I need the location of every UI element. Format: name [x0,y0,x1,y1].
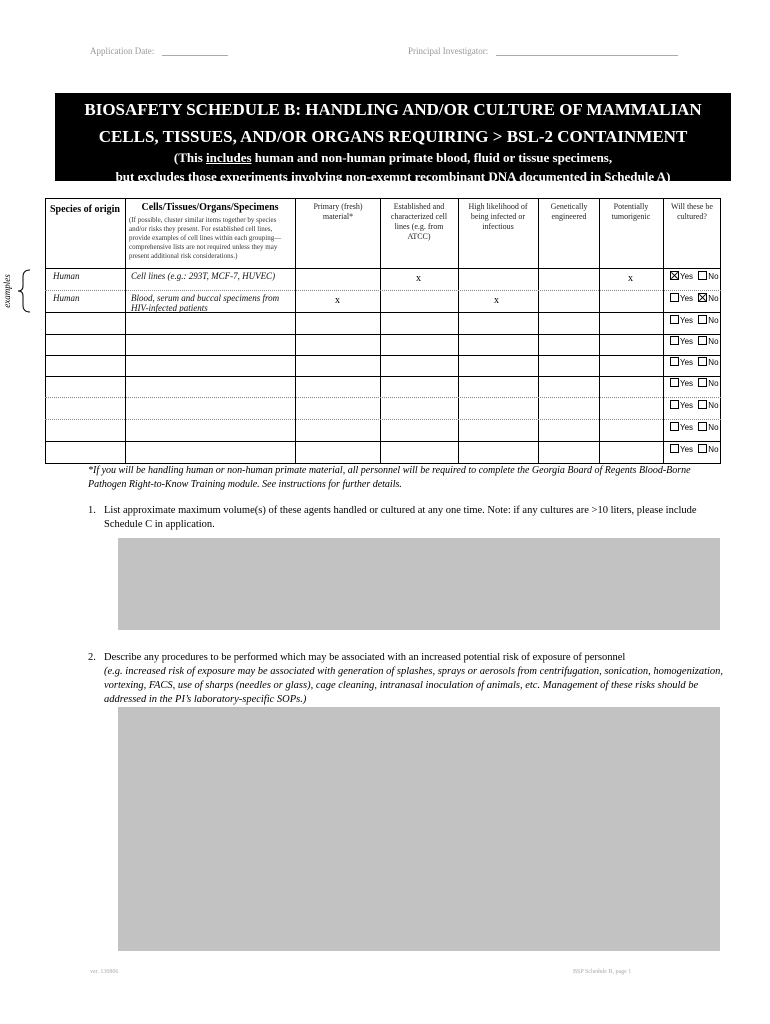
application-date-line [90,46,228,56]
row1-cells: Cell lines (e.g.: 293T, MCF-7, HUVEC) [131,271,276,281]
title-line-2: CELLS, TISSUES, AND/OR ORGANS REQUIRING > BSL-2 CONTAINMENT [98,127,688,146]
footer-page: BSP Schedule B, page 1 [573,969,632,975]
header-cells-note: (If possible, cluster similar items together by species and/or risks they present. For established cell lines, provide examples of cell lines within each grouping—comprehensive lists are not required unless they may present additional risk considerations.) [129,216,282,260]
application-date-label: Application Date: [90,46,155,56]
row4-no-checkbox[interactable] [698,336,707,345]
personnel-training-note: *If you will be handling human or non-human primate material, all personnel will be required to complete the Georgia Board of Regents Blood-Borne Pathogen Right-to-Know Training module. See instructions for further details. [88,465,691,490]
row2-infected-mark: x [494,295,499,306]
question-2-text: Describe any procedures to be performed which may be associated with an increased potential risk of exposure of personnel [104,652,626,663]
specimen-table [45,198,721,464]
header-established-cell-lines: Established and characterized cell lines (e.g. from ATCC) [390,202,448,241]
title-line-1: BIOSAFETY SCHEDULE B: HANDLING AND/OR CULTURE OF MAMMALIAN [84,100,702,119]
row1-yes-checkbox[interactable] [670,271,679,280]
header-genetically-engineered: Genetically engineered [550,202,588,221]
subtitle-line-1: (This includes human and non-human primate blood, fluid or tissue specimens, [173,150,613,165]
principal-investigator-line [408,46,678,56]
row1-tumorigenic-mark: x [628,273,633,284]
header-primary-material: Primary (fresh) material* [313,202,363,221]
row9-yes-checkbox[interactable] [670,444,679,453]
footer-version: ver. 130806 [90,969,119,975]
header-species-of-origin: Species of origin [50,204,120,215]
row5-yes-checkbox[interactable] [670,357,679,366]
row8-no-checkbox[interactable] [698,422,707,431]
row9-no-checkbox[interactable] [698,444,707,453]
header-will-be-cultured: Will these be cultured? [671,202,713,221]
row1-established-mark: x [416,273,421,284]
row5-no-checkbox[interactable] [698,357,707,366]
row7-cultured-choice: Yes No [670,400,719,410]
principal-investigator-label: Principal Investigator: [408,46,489,56]
examples-label: examples [1,274,12,308]
schedule-title-banner [55,93,731,184]
row2-species: Human [53,293,80,303]
row9-cultured-choice: Yes No [670,444,719,454]
application-date-field[interactable] [162,46,228,56]
row2-primary-mark: x [335,295,340,306]
header-cells-tissues: Cells/Tissues/Organs/Specimens (If possible, cluster similar items together by species and/or risks they present. For established cell lines, provide examples of cell lines within each grouping—comprehensive lists are not required unless they may present additional risk considerations.) [129,202,291,261]
examples-bracket [1,270,34,310]
question-1-answer-field[interactable] [118,538,720,630]
row1-no-checkbox[interactable] [698,271,707,280]
question-1-number: 1. [88,505,96,516]
principal-investigator-field[interactable] [496,46,678,56]
question-1-text: List approximate maximum volume(s) of these agents handled or cultured at any one time. Note: if any cultures are >10 liters, please include Schedule C in application. [104,505,697,530]
row3-cultured-choice: Yes No [670,315,719,325]
row6-yes-checkbox[interactable] [670,378,679,387]
row3-no-checkbox[interactable] [698,315,707,324]
question-1 [88,504,728,532]
row5-cultured-choice: Yes No [670,357,719,367]
row7-yes-checkbox[interactable] [670,400,679,409]
curly-brace-icon [16,268,46,314]
header-potentially-tumorigenic: Potentially tumorigenic [611,202,651,221]
question-2-examples: (e.g. increased risk of exposure may be associated with generation of splashes, sprays or aerosols from centrifugation, sonication, homogenization, vortexing, FACS, use of sharps (needles or glass), cage cleaning, intranasal inoculation of animals, etc. Management of these risks should be addressed in the PI’s laboratory-specific SOPs.) [104,666,724,705]
row6-cultured-choice: Yes No [670,378,719,388]
row4-yes-checkbox[interactable] [670,336,679,345]
row8-cultured-choice: Yes No [670,422,719,432]
row2-no-checkbox[interactable] [698,293,707,302]
row7-no-checkbox[interactable] [698,400,707,409]
row1-cultured-choice: Yes No [670,271,719,281]
question-2-answer-field[interactable] [118,707,720,951]
subtitle-line-2: but excludes those experiments involving non-exempt recombinant DNA documented in Schedule A) [115,169,671,184]
question-2 [88,651,728,707]
row2-yes-checkbox[interactable] [670,293,679,302]
question-2-number: 2. [88,652,96,663]
row3-yes-checkbox[interactable] [670,315,679,324]
row2-cells: Blood, serum and buccal specimens from HIV-infected patients [131,293,280,313]
row1-species: Human [53,271,80,281]
row4-cultured-choice: Yes No [670,336,719,346]
row6-no-checkbox[interactable] [698,378,707,387]
header-high-likelihood-infected: High likelihood of being infected or infectious [468,202,528,231]
row8-yes-checkbox[interactable] [670,422,679,431]
row2-cultured-choice: Yes No [670,293,719,303]
